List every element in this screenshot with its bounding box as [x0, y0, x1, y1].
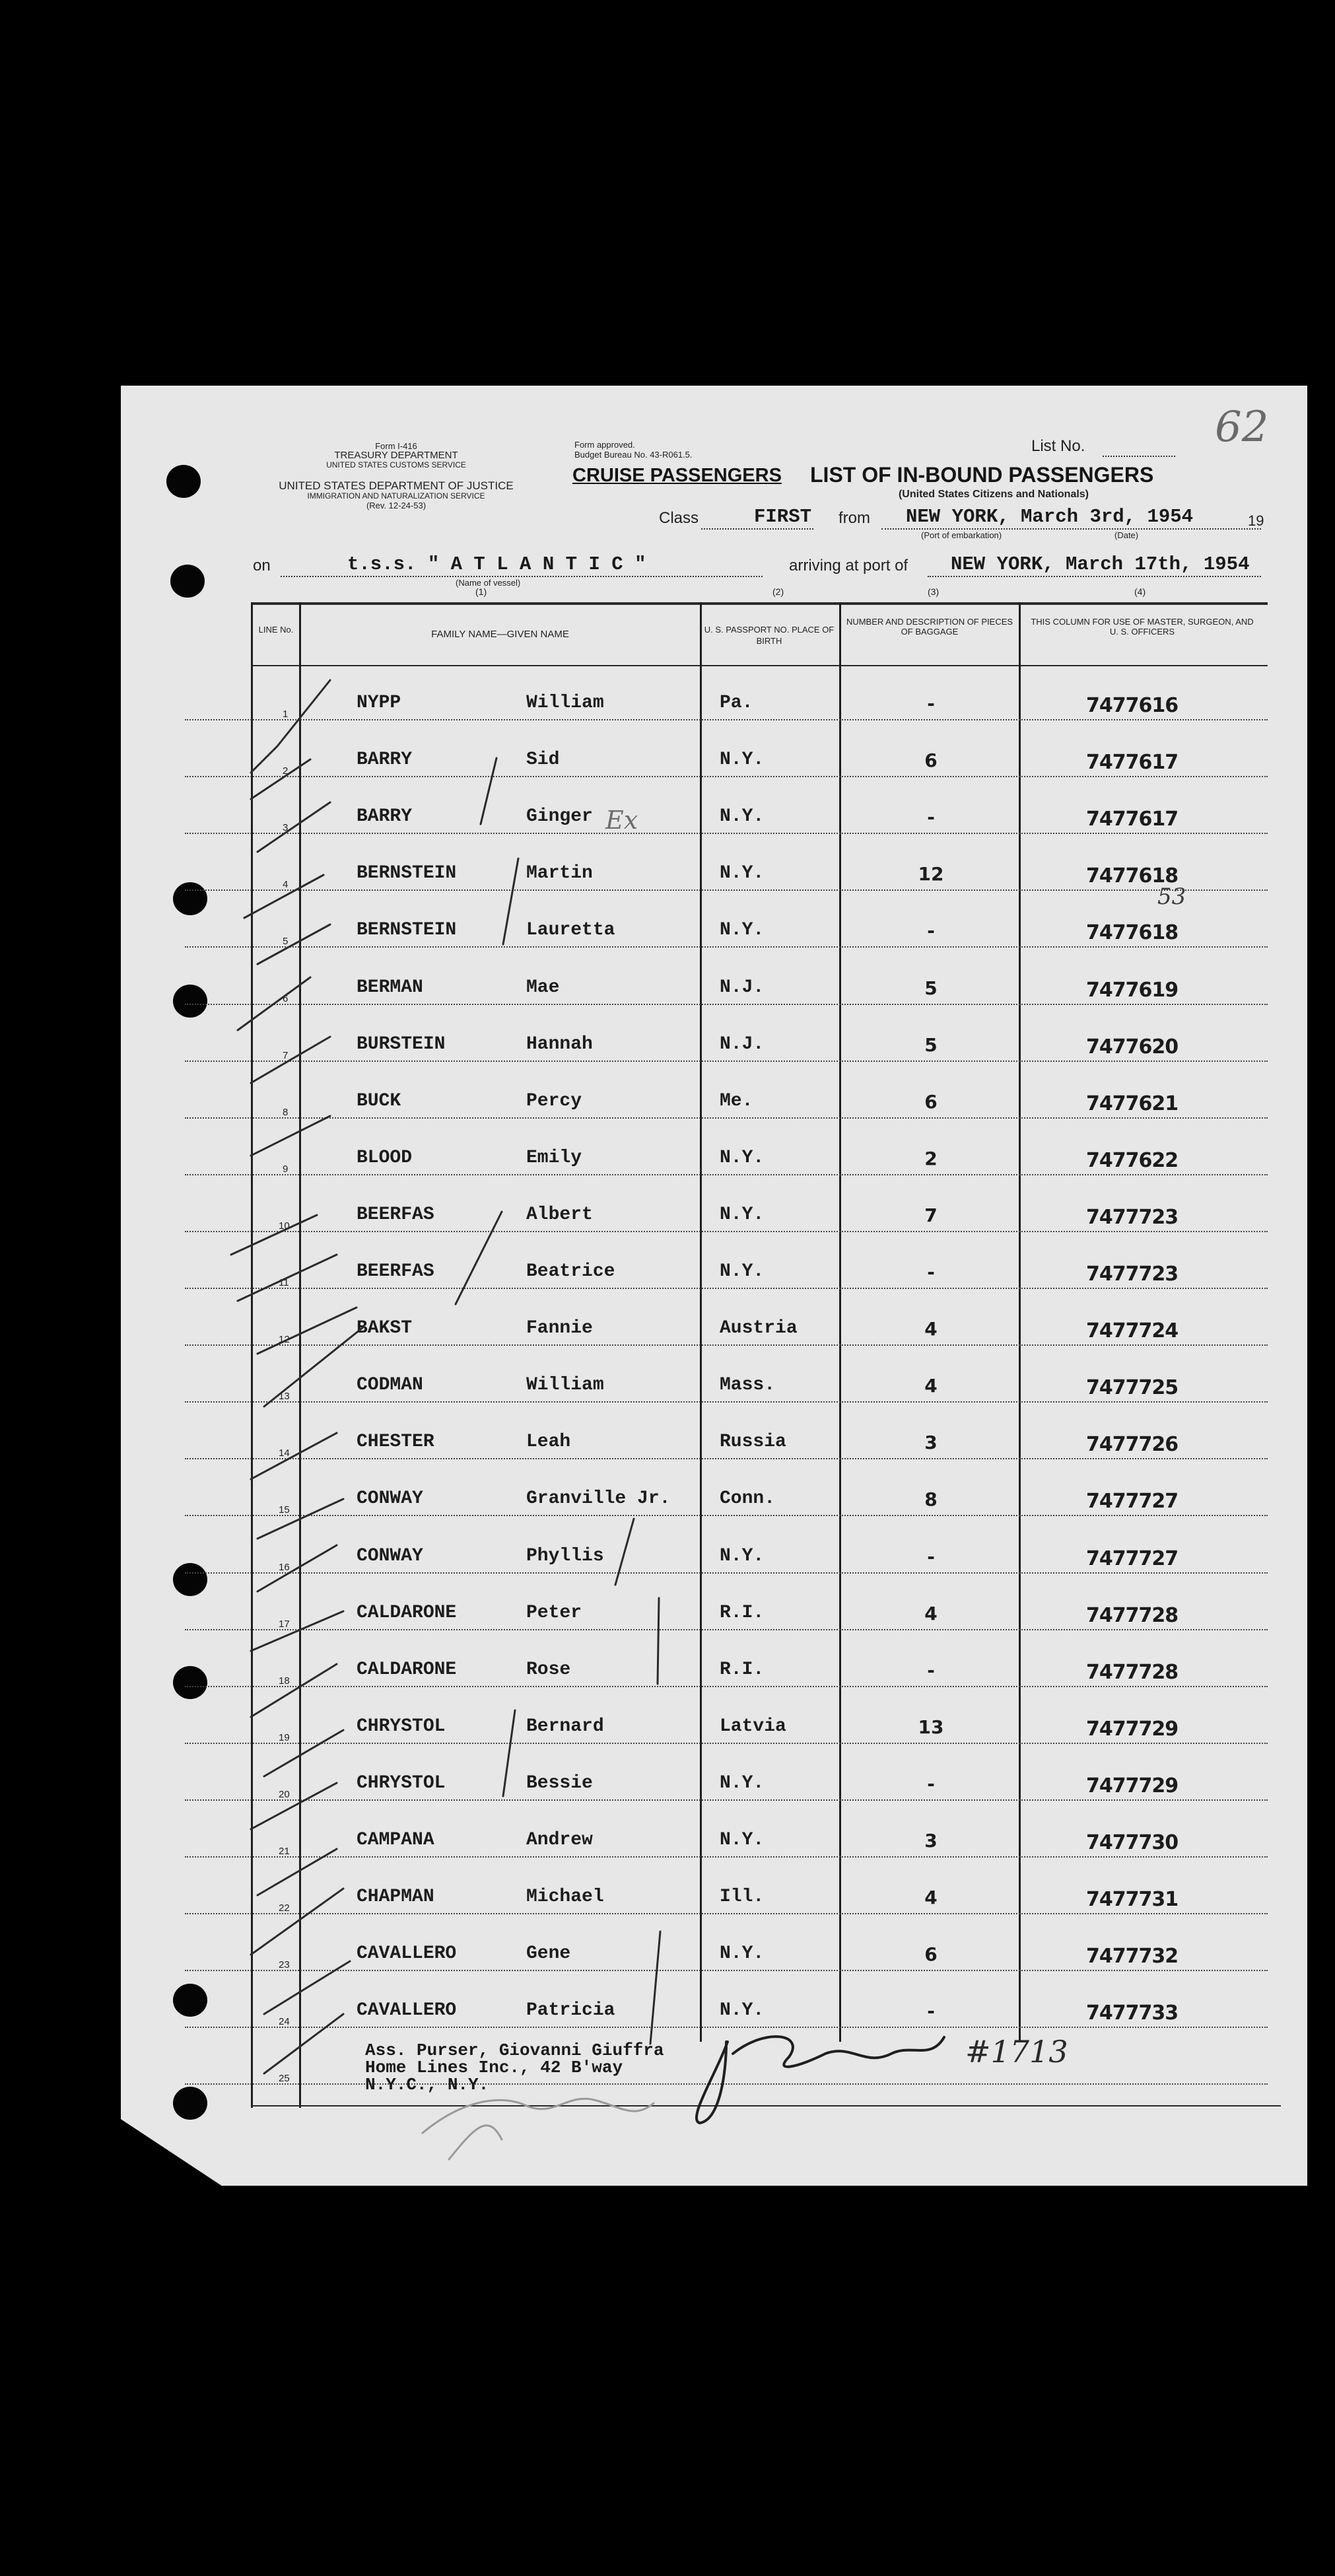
row-rule [185, 1458, 1268, 1459]
row-rule [185, 1344, 1268, 1346]
row-family-name: CONWAY [357, 1488, 423, 1510]
punch-hole [170, 565, 205, 598]
row-baggage: 12 [918, 863, 944, 886]
punch-hole [173, 882, 207, 915]
treasury-label: TREASURY DEPARTMENT [334, 450, 458, 461]
row-line-number: 19 [279, 1731, 290, 1743]
row-family-name: BAKST [357, 1318, 413, 1339]
row-baggage: 4 [924, 1375, 938, 1397]
row-given-name: Andrew [526, 1830, 593, 1850]
row-line-number: 24 [279, 2016, 290, 2028]
justice-label: UNITED STATES DEPARTMENT OF JUSTICE [279, 479, 514, 492]
row-rule [185, 1117, 1268, 1119]
row-baggage: 2 [924, 1147, 938, 1169]
row-given-name: Martin [526, 863, 593, 884]
row-officer-number: 7477729 [1086, 1717, 1179, 1741]
row-family-name: NYPP [357, 693, 401, 713]
arriving-value: NEW YORK, March 17th, 1954 [951, 553, 1250, 575]
row-rule [185, 1061, 1268, 1062]
row-baggage: 6 [924, 1090, 938, 1113]
row-given-name: Beatrice [526, 1261, 615, 1282]
row-rule [185, 1913, 1268, 1914]
row-place-of-birth: Latvia [720, 1716, 786, 1737]
row-place-of-birth: N.Y. [720, 2000, 765, 2021]
handwritten-signature-note: #1713 [965, 2034, 1068, 2070]
row-place-of-birth: N.Y. [720, 749, 765, 771]
row-family-name: BURSTEIN [357, 1033, 446, 1055]
row-given-name: Bernard [526, 1716, 604, 1737]
row-baggage: 8 [924, 1488, 938, 1511]
row-place-of-birth: N.Y. [720, 1830, 765, 1850]
punch-hole [173, 1666, 207, 1699]
row-baggage: 6 [924, 1943, 938, 1966]
row-given-name: Sid [526, 749, 560, 771]
row-family-name: CAVALLERO [357, 1943, 457, 1965]
row-rule [185, 776, 1268, 777]
row-place-of-birth: N.Y. [720, 806, 765, 827]
row-rule [185, 1401, 1268, 1403]
row-given-name: William [526, 1375, 604, 1396]
row-place-of-birth: N.Y. [720, 1772, 765, 1793]
row-rule [185, 1004, 1268, 1005]
row-officer-number: 7477618 [1086, 864, 1179, 888]
row-family-name: BUCK [357, 1090, 401, 1111]
row-line-number: 20 [279, 1788, 290, 1800]
row-officer-number: 7477728 [1086, 1660, 1179, 1684]
class-value: FIRST [754, 506, 812, 528]
row-line-number: 8 [283, 1106, 289, 1118]
row-family-name: BEERFAS [357, 1204, 434, 1225]
row-line-number: 25 [279, 2073, 290, 2085]
header-name: FAMILY NAME—GIVEN NAME [431, 629, 569, 640]
row-place-of-birth: N.Y. [720, 1147, 765, 1168]
row-officer-number: 7477728 [1086, 1603, 1179, 1627]
row-given-name: Bessie [526, 1772, 593, 1793]
class-label: Class [659, 509, 699, 527]
row-baggage: - [927, 693, 935, 714]
date-caption: (Date) [1114, 530, 1139, 540]
row-place-of-birth: Austria [720, 1318, 798, 1339]
row-baggage: 5 [924, 977, 938, 999]
row-given-name: Lauretta [526, 920, 615, 941]
col1-number: (1) [475, 586, 487, 597]
row-given-name: Ginger [526, 806, 593, 827]
row-line-number: 7 [283, 1049, 289, 1061]
rev-label: (Rev. 12-24-53) [366, 501, 427, 510]
row-baggage: - [927, 1545, 935, 1568]
row-place-of-birth: N.Y. [720, 920, 765, 941]
row-family-name: CHAPMAN [357, 1887, 434, 1908]
row-line-number: 10 [279, 1220, 290, 1232]
row-given-name: Hannah [526, 1033, 593, 1055]
row-given-name: Rose [526, 1659, 571, 1680]
header-officers: THIS COLUMN FOR USE OF MASTER, SURGEON, AND U. S. OFFICERS [1031, 617, 1254, 637]
row-baggage: 3 [924, 1432, 938, 1454]
row-line-number: 1 [283, 709, 289, 720]
row-given-name: Albert [526, 1204, 593, 1225]
row-line-number: 2 [283, 765, 289, 777]
row-place-of-birth: N.Y. [720, 863, 765, 884]
row-place-of-birth: Mass. [720, 1375, 776, 1396]
row-place-of-birth: R.I. [720, 1659, 765, 1680]
row-family-name: CHRYSTOL [357, 1772, 446, 1793]
ins-label: IMMIGRATION AND NATURALIZATION SERVICE [307, 491, 485, 501]
footer-purser: Ass. Purser, Giovanni Giuffra [365, 2040, 664, 2060]
row-rule [185, 1515, 1268, 1516]
row-rule [185, 1231, 1268, 1232]
col3-number: (3) [928, 586, 940, 597]
footer-company: Home Lines Inc., 42 B'way [365, 2058, 623, 2077]
row-given-name: Mae [526, 977, 560, 998]
row-given-name: Phyllis [526, 1545, 604, 1566]
row-given-name: Fannie [526, 1318, 593, 1339]
list-title: LIST OF IN-BOUND PASSENGERS [810, 463, 1154, 487]
row-officer-number: 7477724 [1086, 1319, 1179, 1343]
row-place-of-birth: N.Y. [720, 1545, 765, 1566]
row-rule [185, 2027, 1268, 2028]
row-baggage: - [927, 1659, 935, 1681]
row-line-number: 6 [283, 992, 289, 1004]
row-line-number: 13 [279, 1391, 290, 1403]
row-family-name: CAVALLERO [357, 2000, 457, 2021]
row-family-name: BARRY [357, 806, 413, 827]
row-officer-number: 7477622 [1086, 1148, 1179, 1172]
row-given-name: Gene [526, 1943, 571, 1965]
row-family-name: CALDARONE [357, 1659, 457, 1680]
row-place-of-birth: N.J. [720, 977, 765, 998]
punch-hole [166, 465, 201, 498]
row-baggage: - [927, 1772, 935, 1795]
row-place-of-birth: N.Y. [720, 1943, 765, 1965]
row-family-name: CODMAN [357, 1375, 423, 1396]
row-baggage: - [927, 920, 935, 942]
row-family-name: BERNSTEIN [357, 863, 457, 884]
row-baggage: 4 [924, 1887, 938, 1909]
row-baggage: 4 [924, 1602, 938, 1624]
cruise-passengers-title: CRUISE PASSENGERS [572, 465, 782, 486]
punch-hole [173, 1563, 207, 1596]
row-line-number: 15 [279, 1504, 290, 1516]
row-baggage: - [927, 1261, 935, 1283]
row-rule [185, 1970, 1268, 1971]
row-line-number: 18 [279, 1675, 290, 1687]
row-place-of-birth: Russia [720, 1432, 786, 1453]
row-family-name: CAMPANA [357, 1830, 434, 1850]
row-place-of-birth: Ill. [720, 1887, 765, 1908]
from-value: NEW YORK, March 3rd, 1954 [906, 506, 1194, 528]
budget-bureau: Budget Bureau No. 43-R061.5. [574, 450, 693, 460]
row-place-of-birth: Pa. [720, 693, 753, 713]
row-baggage: 4 [924, 1318, 938, 1340]
row-baggage: 6 [924, 749, 938, 772]
row-rule [185, 719, 1268, 720]
row-baggage: 3 [924, 1830, 938, 1852]
row-line-number: 22 [279, 1902, 290, 1914]
row-officer-number: 7477725 [1086, 1376, 1179, 1400]
row-baggage: 13 [918, 1716, 944, 1738]
header-line-no: LINE No. [258, 625, 294, 635]
footer-city: N.Y.C., N.Y. [365, 2075, 489, 2095]
row-baggage: 5 [924, 1033, 938, 1056]
row-place-of-birth: Conn. [720, 1488, 776, 1510]
row-place-of-birth: R.I. [720, 1602, 765, 1623]
header-passport: U. S. PASSPORT NO. PLACE OF BIRTH [704, 625, 835, 646]
on-label: on [253, 557, 271, 574]
list-no-label: List No. [1031, 437, 1085, 455]
row-line-number: 4 [283, 879, 289, 891]
row-officer-number: 7477723 [1086, 1263, 1179, 1286]
row-line-number: 5 [283, 936, 289, 948]
row-baggage: - [927, 2000, 935, 2023]
arriving-label: arriving at port of [789, 557, 908, 574]
row-given-name: Percy [526, 1090, 582, 1111]
handwritten-corner-number: 62 [1215, 403, 1269, 452]
row-officer-number: 7477618 [1086, 921, 1179, 945]
row-officer-number: 7477621 [1086, 1092, 1179, 1115]
row-rule [185, 1856, 1268, 1858]
row-officer-number: 7477730 [1086, 1831, 1179, 1854]
row-officer-number: 7477727 [1086, 1547, 1179, 1570]
customs-label: UNITED STATES CUSTOMS SERVICE [326, 460, 466, 470]
port-caption: (Port of embarkation) [921, 530, 1002, 540]
row-place-of-birth: N.Y. [720, 1204, 765, 1225]
row-line-number: 17 [279, 1618, 290, 1630]
row-given-name: Michael [526, 1887, 604, 1908]
row-rule [185, 1572, 1268, 1574]
punch-hole [173, 1984, 207, 2017]
col2-number: (2) [772, 586, 784, 597]
row-officer-number: 7477729 [1086, 1774, 1179, 1797]
header-baggage: NUMBER AND DESCRIPTION OF PIECES OF BAGGAGE [846, 617, 1013, 637]
row-line-number: 12 [279, 1334, 290, 1346]
handwritten-53: 53 [1157, 884, 1186, 910]
form-approved: Form approved. [574, 440, 635, 450]
row-officer-number: 7477726 [1086, 1433, 1179, 1457]
row-given-name: William [526, 693, 604, 713]
row-rule [185, 1686, 1268, 1687]
year-suffix: 19 [1248, 512, 1264, 529]
row-place-of-birth: Me. [720, 1090, 753, 1111]
row-family-name: CALDARONE [357, 1602, 457, 1623]
row-given-name: Leah [526, 1432, 571, 1453]
row-baggage: 7 [924, 1204, 938, 1226]
row-given-name: Granville Jr. [526, 1488, 671, 1510]
row-family-name: BERMAN [357, 977, 423, 998]
list-subtitle: (United States Citizens and Nationals) [898, 489, 1089, 500]
row-family-name: CHESTER [357, 1432, 434, 1453]
row-family-name: BARRY [357, 749, 413, 771]
row-rule [185, 833, 1268, 834]
handwritten-ex: Ex [605, 806, 638, 835]
row-rule [185, 1743, 1268, 1744]
row-officer-number: 7477617 [1086, 751, 1179, 775]
row-given-name: Peter [526, 1602, 582, 1623]
row-line-number: 3 [283, 822, 289, 834]
row-rule [185, 2083, 1268, 2085]
row-officer-number: 7477620 [1086, 1035, 1179, 1059]
from-label: from [839, 509, 870, 527]
row-officer-number: 7477733 [1086, 2002, 1179, 2025]
row-given-name: Emily [526, 1147, 582, 1168]
vessel-name: t.s.s. " A T L A N T I C " [347, 553, 646, 575]
row-officer-number: 7477723 [1086, 1205, 1179, 1229]
col4-number: (4) [1134, 586, 1146, 597]
row-officer-number: 7477727 [1086, 1490, 1179, 1514]
row-line-number: 23 [279, 1959, 290, 1971]
row-rule [185, 889, 1268, 891]
row-officer-number: 7477619 [1086, 978, 1179, 1002]
row-line-number: 14 [279, 1447, 290, 1459]
row-family-name: CONWAY [357, 1545, 423, 1566]
row-family-name: BERNSTEIN [357, 920, 457, 941]
row-rule [185, 1288, 1268, 1289]
row-given-name: Patricia [526, 2000, 615, 2021]
row-rule [185, 946, 1268, 948]
row-place-of-birth: N.Y. [720, 1261, 765, 1282]
row-officer-number: 7477617 [1086, 808, 1179, 831]
row-place-of-birth: N.J. [720, 1033, 765, 1055]
row-line-number: 16 [279, 1561, 290, 1573]
row-line-number: 9 [283, 1163, 289, 1175]
row-baggage: - [927, 806, 935, 829]
form-number: Form I-416 [375, 441, 417, 451]
row-family-name: BEERFAS [357, 1261, 434, 1282]
punch-hole [173, 985, 207, 1018]
row-family-name: CHRYSTOL [357, 1716, 446, 1737]
row-officer-number: 7477732 [1086, 1945, 1179, 1968]
vessel-caption: (Name of vessel) [456, 578, 521, 588]
row-rule [185, 1174, 1268, 1175]
row-rule [185, 1799, 1268, 1801]
row-line-number: 11 [279, 1277, 289, 1288]
punch-hole [173, 2087, 207, 2120]
row-officer-number: 7477616 [1086, 694, 1179, 717]
row-officer-number: 7477731 [1086, 1888, 1179, 1912]
row-family-name: BLOOD [357, 1147, 413, 1168]
row-rule [185, 1629, 1268, 1630]
row-line-number: 21 [279, 1846, 290, 1857]
